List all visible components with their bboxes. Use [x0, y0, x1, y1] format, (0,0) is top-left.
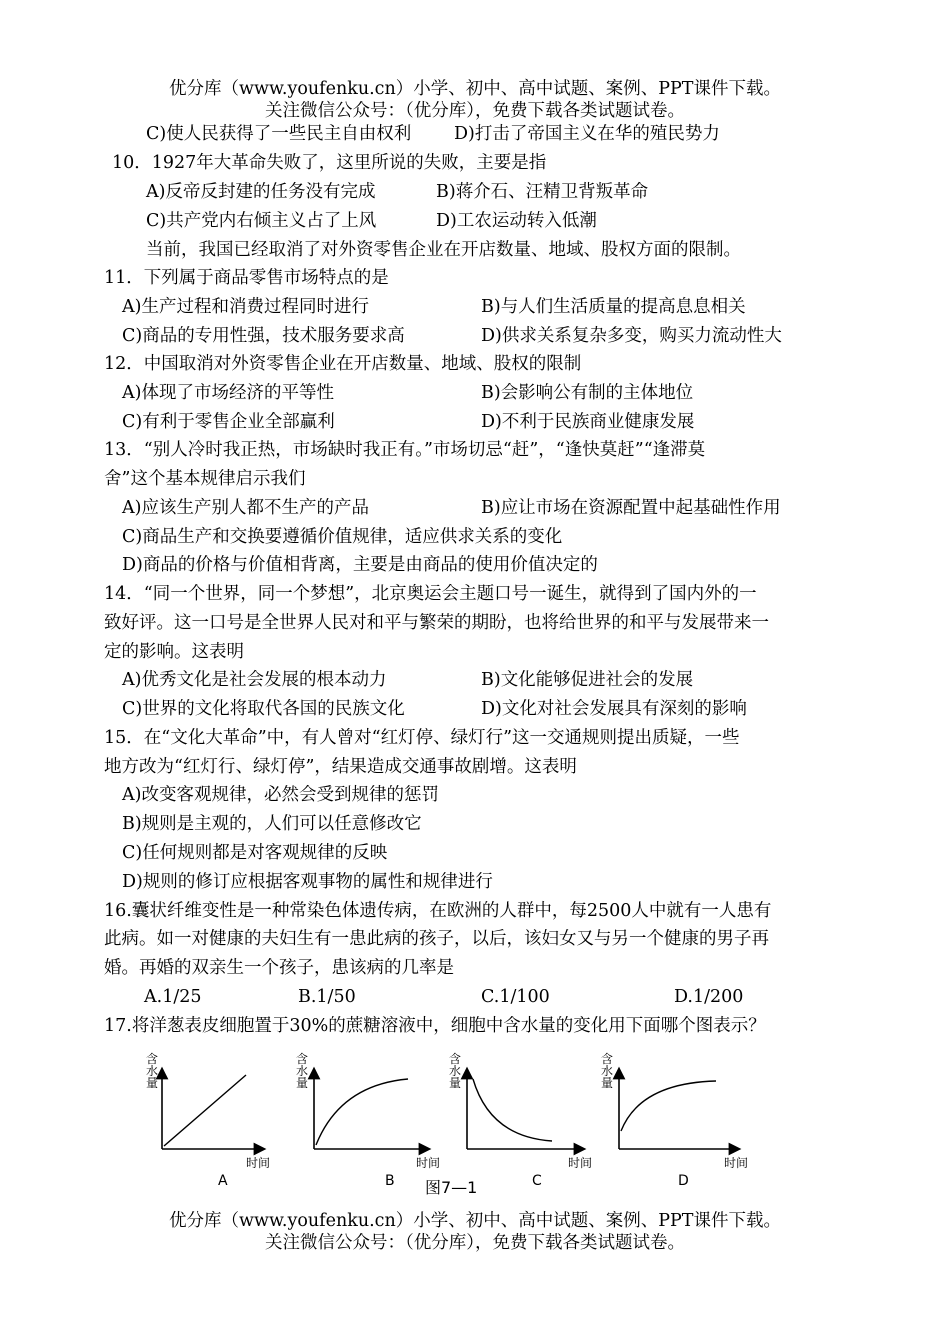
q11-option-a: A)生产过程和消费过程同时进行 — [122, 297, 369, 317]
q14-stem-line-3: 定的影响。这表明 — [104, 642, 244, 662]
curve-c — [473, 1079, 552, 1141]
q13-option-b: B)应让市场在资源配置中起基础性作用 — [481, 498, 781, 518]
graph-panel-d — [601, 1052, 748, 1189]
q15-stem-line-1: 15．在“文化大革命”中，有人曾对“红灯停、绿灯行”这一交通规则提出质疑，一些 — [104, 728, 740, 748]
q15-option-d: D)规则的修订应根据客观事物的属性和规律进行 — [122, 872, 493, 892]
q16-option-a: A.1/25 — [144, 987, 202, 1007]
q14-option-b: B)文化能够促进社会的发展 — [481, 670, 694, 690]
footer-line-1: 优分库（www.youfenku.cn）小学、初中、高中试题、案例、PPT课件下载。 — [169, 1211, 781, 1231]
q13-stem-line-2: 舍”这个基本规律启示我们 — [104, 469, 306, 489]
q11-option-c: C)商品的专用性强，技术服务要求高 — [122, 326, 405, 346]
curve-a — [164, 1075, 246, 1146]
q10-option-b: B)蒋介石、汪精卫背叛革命 — [436, 182, 649, 202]
graph-panel-a — [146, 1052, 270, 1189]
q12-option-c: C)有利于零售企业全部赢利 — [122, 412, 335, 432]
q9-option-c: C)使人民获得了一些民主自由权利 — [146, 124, 412, 144]
figure-caption: 图7—1 — [425, 1178, 478, 1197]
panel-label-b: B — [385, 1173, 395, 1189]
header-line-1: 优分库（www.youfenku.cn）小学、初中、高中试题、案例、PPT课件下载。 — [169, 79, 781, 99]
ylabel-a: 含水量 — [146, 1052, 159, 1090]
ylabel-d: 含水量 — [601, 1052, 614, 1090]
q16-stem-line-3: 婚。再婚的双亲生一个孩子，患该病的几率是 — [104, 958, 454, 978]
q13-option-d: D)商品的价格与价值相背离，主要是由商品的使用价值决定的 — [122, 555, 598, 575]
ylabel-b: 含水量 — [296, 1052, 309, 1090]
q12-option-d: D)不利于民族商业健康发展 — [481, 412, 695, 432]
q15-option-b: B)规则是主观的，人们可以任意修改它 — [122, 814, 422, 834]
q9-option-d: D)打击了帝国主义在华的殖民势力 — [454, 124, 720, 144]
q10-option-c: C)共产党内右倾主义占了上风 — [146, 211, 377, 231]
figure-7-1 — [140, 1045, 760, 1205]
q11-option-d: D)供求关系复杂多变，购买力流动性大 — [481, 326, 782, 346]
q17-stem: 17.将洋葱表皮细胞置于30%的蔗糖溶液中，细胞中含水量的变化用下面哪个图表示？ — [104, 1016, 766, 1036]
curve-d — [621, 1081, 716, 1131]
q11-stem: 11．下列属于商品零售市场特点的是 — [104, 268, 389, 288]
q15-option-a: A)改变客观规律，必然会受到规律的惩罚 — [122, 785, 439, 805]
q14-stem-line-2: 致好评。这一口号是全世界人民对和平与繁荣的期盼，也将给世界的和平与发展带来一 — [104, 613, 769, 633]
q13-option-a: A)应该生产别人都不生产的产品 — [122, 498, 369, 518]
q10-stem: 10．1927年大革命失败了，这里所说的失败，主要是指 — [112, 153, 547, 173]
q15-stem-line-2: 地方改为“红灯行、绿灯停”，结果造成交通事故剧增。这表明 — [104, 757, 577, 777]
q14-option-a: A)优秀文化是社会发展的根本动力 — [122, 670, 387, 690]
q12-stem: 12．中国取消对外资零售企业在开店数量、地域、股权的限制 — [104, 354, 582, 374]
graph-panel-b — [296, 1052, 440, 1189]
xlabel-b: 时间 — [416, 1156, 441, 1170]
q12-option-b: B)会影响公有制的主体地位 — [481, 383, 694, 403]
q10-option-a: A)反帝反封建的任务没有完成 — [146, 182, 376, 202]
q11-option-b: B)与人们生活质量的提高息息相关 — [481, 297, 746, 317]
panel-label-d: D — [678, 1173, 689, 1189]
xlabel-d: 时间 — [724, 1156, 749, 1170]
q16-option-d: D.1/200 — [674, 987, 744, 1007]
q13-option-c: C)商品生产和交换要遵循价值规律，适应供求关系的变化 — [122, 527, 563, 547]
q10-option-d: D)工农运动转入低潮 — [436, 211, 597, 231]
q12-option-a: A)体现了市场经济的平等性 — [122, 383, 334, 403]
q14-option-c: C)世界的文化将取代各国的民族文化 — [122, 699, 405, 719]
q16-option-c: C.1/100 — [481, 987, 550, 1007]
q16-stem-line-1: 16.囊状纤维变性是一种常染色体遗传病，在欧洲的人群中，每2500人中就有一人患有 — [104, 901, 772, 921]
panel-label-c: C — [532, 1173, 542, 1189]
q15-option-c: C)任何规则都是对客观规律的反映 — [122, 843, 388, 863]
q16-stem-line-2: 此病。如一对健康的夫妇生有一患此病的孩子，以后，该妇女又与另一个健康的男子再 — [104, 929, 769, 949]
q16-option-b: B.1/50 — [298, 987, 356, 1007]
graph-panel-c — [449, 1052, 592, 1189]
panel-label-a: A — [218, 1173, 228, 1189]
xlabel-a: 时间 — [246, 1156, 271, 1170]
intro-text: 当前，我国已经取消了对外资零售企业在开店数量、地域、股权方面的限制。 — [146, 240, 741, 260]
curve-b — [316, 1079, 408, 1145]
ylabel-c: 含水量 — [449, 1052, 462, 1090]
header-line-2: 关注微信公众号：（优分库），免费下载各类试题试卷。 — [265, 101, 685, 121]
footer-line-2: 关注微信公众号：（优分库），免费下载各类试题试卷。 — [265, 1233, 685, 1253]
xlabel-c: 时间 — [568, 1156, 593, 1170]
q14-option-d: D)文化对社会发展具有深刻的影响 — [481, 699, 747, 719]
q14-stem-line-1: 14．“同一个世界，同一个梦想”，北京奥运会主题口号一诞生，就得到了国内外的一 — [104, 584, 757, 604]
q13-stem-line-1: 13．“别人冷时我正热，市场缺时我正有。”市场切忌“赶”，“逢快莫赶”“逢滞莫 — [104, 440, 706, 460]
